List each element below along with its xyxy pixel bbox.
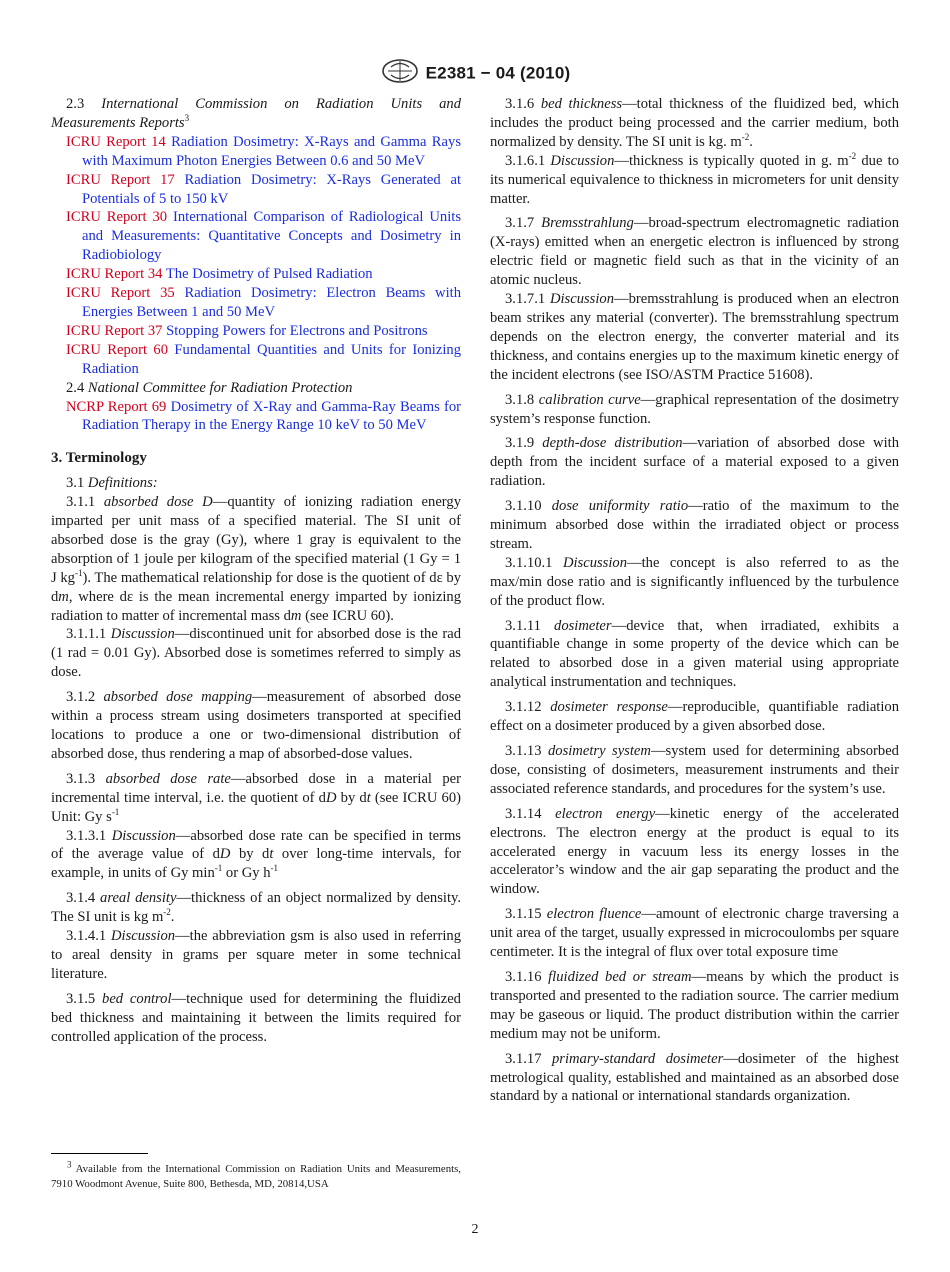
definition-3-1-6: 3.1.6 bed thickness—total thickness of the fluidized bed, which includes the product being processed and the carrier medium, both normalized by density. The SI unit is kg. $m^{-2}$. (490, 96, 900, 150)
definition-3-1-1-1: 3.1.1.1 Discussion—discontinued unit for absorbed dose is the rad (1 rad = 0.01 Gy). Absorbed dose is sometimes referred to simply as dose. (51, 626, 462, 681)
definition-3-1-4-1: 3.1.4.1 Discussion—the abbreviation gsm is also used in referring to areal density in grams per square meter in some technical literature. (51, 928, 461, 982)
reference-icru-14[interactable]: ICRU Report 14 Radiation Dosimetry: X-Rays and Gamma Rays with Maximum Photon Energies Between 0.6 and 50 MeV (66, 133, 461, 169)
footnote-marker: 3 (67, 1159, 72, 1170)
section-2-3: 2.3 International Commission on Radiation Units and Measurements Reports$^3$ (51, 96, 461, 131)
definition-3-1-10: 3.1.10 dose uniformity ratio—ratio of the maximum to the minimum absorbed dose within the irradiated object or process stream. (490, 498, 899, 552)
reference-ncrp-69[interactable]: NCRP Report 69 Dosimetry of X-Ray and Gamma-Ray Beams for Radiation Therapy in the Energy Range 10 keV to 50 MeV (66, 398, 461, 434)
reference-icru-17[interactable]: ICRU Report 17 Radiation Dosimetry: X-Rays Generated at Potentials of 5 to 150 kV (66, 171, 461, 207)
section-2-4: 2.4 National Committee for Radiation Protection (66, 379, 353, 396)
page-number: 2 (471, 1222, 479, 1237)
definition-3-1-9: 3.1.9 depth-dose distribution—variation of absorbed dose with depth from the incident surface of a material exposed to a given radiation. (490, 435, 899, 490)
reference-icru-34[interactable]: ICRU Report 34 The Dosimetry of Pulsed Radiation (66, 266, 373, 283)
definition-3-1-4: 3.1.4 areal density—thickness of an object normalized by density. The SI unit is kg $m^{-2}$. (51, 890, 461, 926)
standard-designation: E2381 − 04 (2010) (425, 63, 571, 83)
definition-3-1-8: 3.1.8 calibration curve—graphical representation of the dosimetry system’s response function. (490, 391, 899, 427)
definition-3-1-3: 3.1.3 absorbed dose rate—absorbed dose in a material per incremental time interval, i.e. the quotient of dD by dt (see ICRU 60) Unit: Gy $s^{-1}$ (51, 770, 461, 825)
footnote (51, 1159, 461, 1191)
page-header (0, 58, 950, 89)
definition-3-1-10-1: 3.1.10.1 Discussion—the concept is also referred to as the max/min dose ratio and is significantly influenced by the turbulence of the product flow. (490, 554, 899, 609)
definition-3-1-16: 3.1.16 fluidized bed or stream—means by which the product is transported and presented to the radiation source. The carrier medium may be gaseous or liquid. The product distribution within the carrier medium may not be uniform. (490, 968, 899, 1042)
reference-icru-30[interactable]: ICRU Report 30 International Comparison of Radiological Units and Measurements: Quantitative Concepts and Dosimetry in Radiobiology (66, 209, 461, 264)
reference-icru-37[interactable]: ICRU Report 37 Stopping Powers for Electrons and Positrons (66, 322, 428, 339)
astm-logo-icon (380, 58, 420, 89)
footnote-text: Available from the International Commission on Radiation Units and Measurements, 7910 Woodmont Avenue, Suite 800, Bethesda, MD, 20814,USA (51, 1163, 461, 1190)
definition-3-1-14: 3.1.14 electron energy—kinetic energy of the accelerated electrons. The electron energy at the product is equal to its accelerated energy in vacuum less its energy losses in the accelerator’s window and the air gap separating the product and the window. (490, 805, 899, 898)
definition-3-1-7-1: 3.1.7.1 Discussion—bremsstrahlung is produced when an electron beam strikes any material (converter). The bremsstrahlung spectrum depends on the electron energy, the converter material and its thickness, and contains energies up to the maximum kinetic energy of the incident electrons (see ISO/ASTM Practice 51608). (490, 291, 899, 383)
section-3-1: 3.1 Definitions: (66, 475, 158, 492)
footnote-divider (51, 1153, 148, 1154)
definition-3-1-17: 3.1.17 primary-standard dosimeter—dosimeter of the highest metrological quality, established and maintained as an absorbed dose standard by a national or international standards organization. (490, 1050, 899, 1105)
definition-3-1-3-1: 3.1.3.1 Discussion—absorbed dose rate can be specified in terms of the average value of dD by dt over long-time intervals, for example, in units of Gy $\min^{-1}$ or Gy $h^{-1}$ (51, 827, 461, 882)
left-column (51, 95, 461, 1047)
definition-3-1-1: 3.1.1 absorbed dose D—quantity of ionizing radiation energy imparted per unit mass of a specified material. The SI unit of absorbed dose is the gray (Gy), where 1 gray is equivalent to the absorption of 1 joule per kilogram of the specified material (1 Gy = 1 J $kg^{-1}$). The mathematical relationship for dose is the quotient of dε by dm, where dε is the mean incremental energy imparted by ionizing radiation to matter of incremental mass dm (see ICRU 60). (51, 494, 462, 624)
definition-3-1-7: 3.1.7 Bremsstrahlung—broad-spectrum electromagnetic radiation (X-rays) emitted when an energetic electron is influenced by strong electric field or magnetic field such as that in the vicinity of an atomic nucleus. (490, 215, 899, 289)
definition-3-1-12: 3.1.12 dosimeter response—reproducible, quantifiable radiation effect on a dosimeter produced by a given absorbed dose. (490, 699, 900, 735)
definition-3-1-11: 3.1.11 dosimeter—device that, when irradiated, exhibits a quantifiable change in some property of the device which can be related to absorbed dose in a given material using appropriate analytical instrumentation and techniques. (490, 617, 899, 691)
reference-icru-60[interactable]: ICRU Report 60 Fundamental Quantities and Units for Ionizing Radiation (66, 341, 461, 377)
definition-3-1-2: 3.1.2 absorbed dose mapping—measurement of absorbed dose within a process stream using dosimeters transported at specified locations to produce a one or two-dimensional distribution of absorbed dose, thus rendering a map of absorbed-dose values. (51, 689, 461, 762)
definition-3-1-6-1: 3.1.6.1 Discussion—thickness is typically quoted in g. $m^{-2}$ due to its numerical equivalence to thickness in micrometers for unit density matter. (490, 150, 899, 207)
definition-3-1-13: 3.1.13 dosimetry system—system used for determining absorbed dose, consisting of dosimeters, measurement instruments and their associated reference standards, and procedures for the system’s use. (490, 743, 899, 797)
reference-icru-35[interactable]: ICRU Report 35 Radiation Dosimetry: Electron Beams with Energies Between 1 and 50 MeV (66, 285, 461, 320)
right-column (490, 95, 899, 1106)
definition-3-1-15: 3.1.15 electron fluence—amount of electronic charge traversing a unit area of the target, usually expressed in microcoulombs per square centimeter. It is the integral of flux over total exposure time (490, 906, 899, 961)
definition-3-1-5: 3.1.5 bed control—technique used for determining the fluidized bed thickness and maintaining it between the limits required for controlled application of the process. (51, 990, 461, 1045)
terminology-heading: 3. Terminology (51, 450, 147, 467)
